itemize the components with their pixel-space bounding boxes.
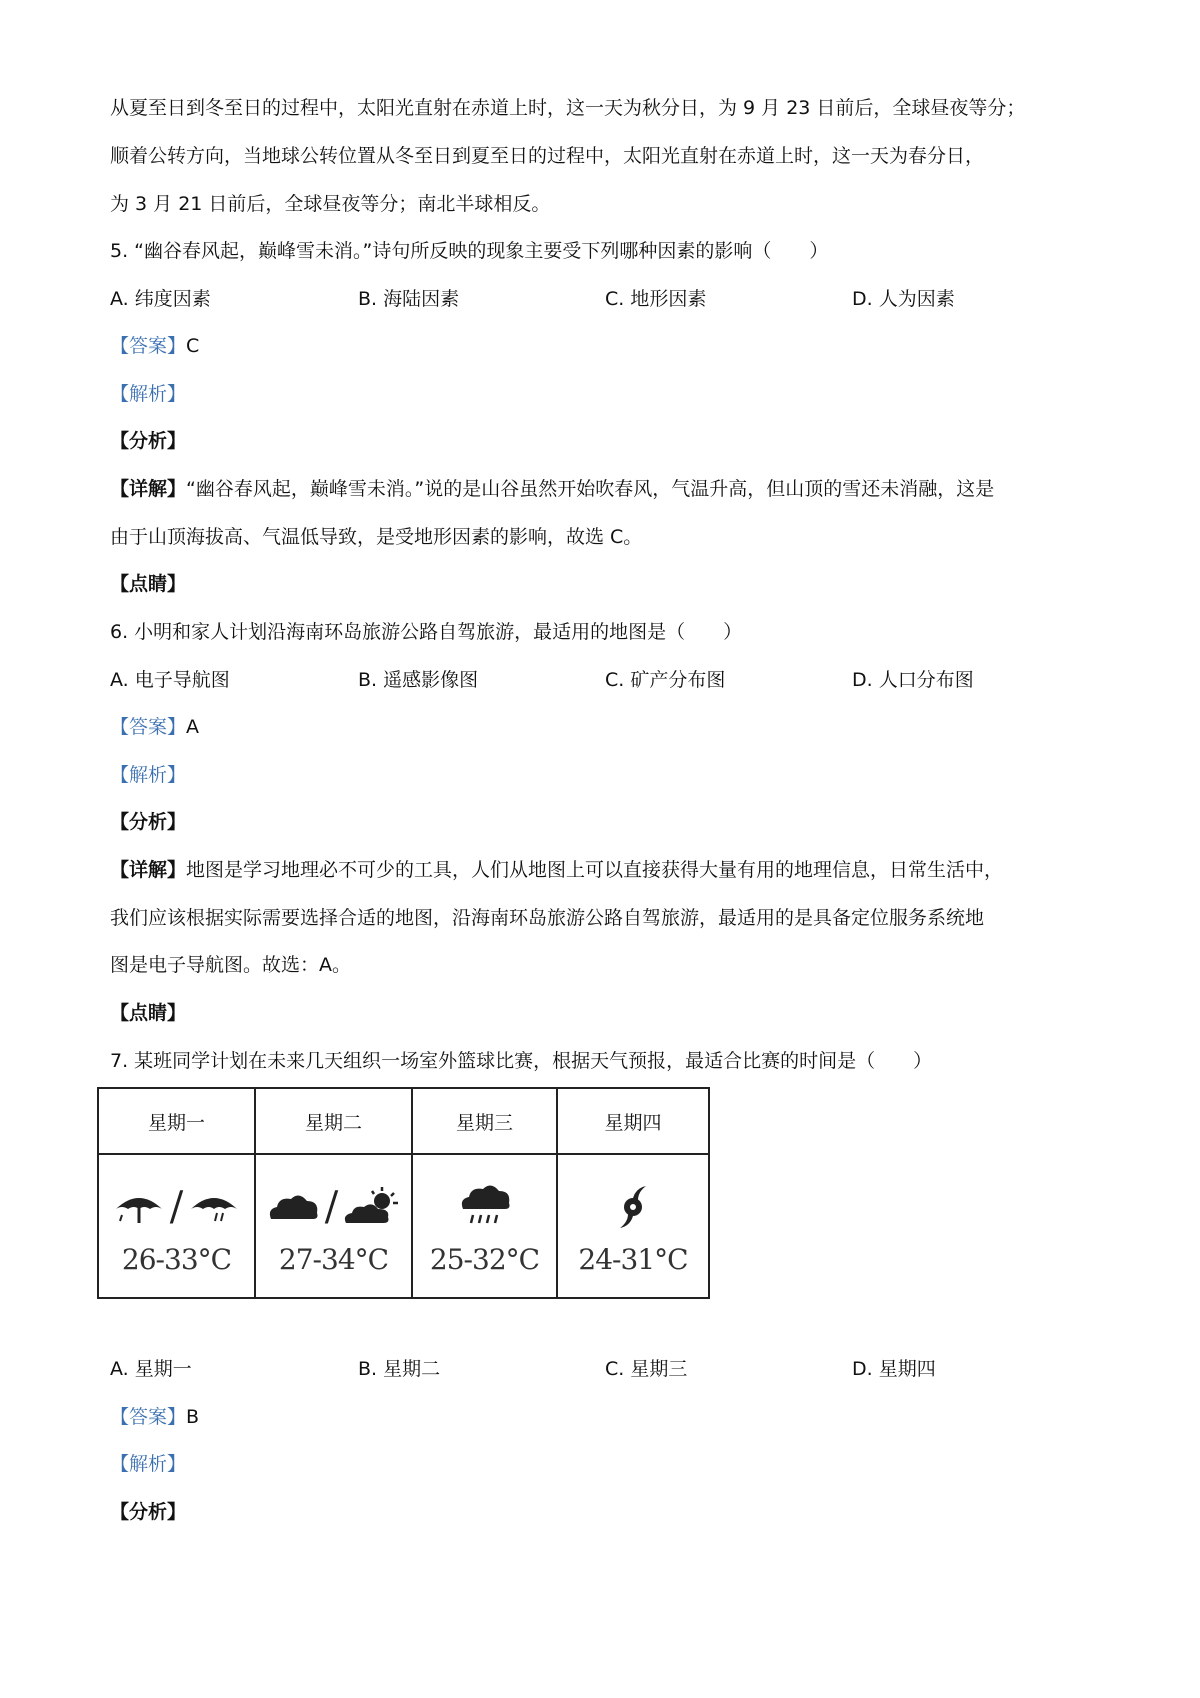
q7-option-c: C. 星期三 — [605, 1358, 688, 1380]
q6-option-b: B. 遥感影像图 — [358, 669, 479, 691]
xiangjie-text: 地图是学习地理必不可少的工具，人们从地图上可以直接获得大量有用的地理信息，日常生活中， — [186, 859, 1004, 881]
q7-option-d: D. 星期四 — [852, 1358, 936, 1380]
q5-xiangjie — [110, 475, 994, 503]
question-7-stem: 7. 某班同学计划在未来几天组织一场室外篮球比赛，根据天气预报，最适合比赛的时间是（ ） — [110, 1050, 933, 1072]
q5-jiexi-label: 【解析】 — [110, 383, 187, 405]
answer-label: 【答案】 — [110, 1406, 187, 1428]
q5-option-d: D. 人为因素 — [852, 288, 955, 310]
partly-sunny-icon — [342, 1185, 402, 1229]
typhoon-icon — [616, 1184, 650, 1230]
q6-xiangjie-line3: 图是电子导航图。故选：A。 — [110, 954, 351, 976]
day-header: 星期四 — [557, 1088, 709, 1154]
q5-option-c: C. 地形因素 — [605, 288, 707, 310]
paragraph-line: 为 3 月 21 日前后，全球昼夜等分；南北半球相反。 — [110, 193, 551, 215]
answer-value: C — [186, 335, 200, 357]
q5-option-a: A. 纬度因素 — [110, 288, 211, 310]
day-header: 星期三 — [412, 1088, 557, 1154]
forecast-cell — [412, 1154, 557, 1298]
temperature-range: 26-33°C — [121, 1242, 232, 1276]
temperature-range: 25-32°C — [429, 1242, 540, 1276]
q7-jiexi-label: 【解析】 — [110, 1453, 187, 1475]
answer-label: 【答案】 — [110, 335, 187, 357]
slash-separator: / — [169, 1183, 184, 1230]
q5-answer — [110, 332, 199, 360]
day-header: 星期二 — [255, 1088, 412, 1154]
q6-xiangjie-line2: 我们应该根据实际需要选择合适的地图，沿海南环岛旅游公路自驾旅游，最适用的是具备定位服务系统地 — [110, 907, 985, 929]
forecast-cell — [255, 1154, 412, 1298]
question-5-stem: 5. “幽谷春风起，巅峰雪未消。”诗句所反映的现象主要受下列哪种因素的影响（ ） — [110, 240, 829, 262]
forecast-cell — [98, 1154, 255, 1298]
q7-fenxi-label: 【分析】 — [110, 1501, 187, 1523]
q5-option-b: B. 海陆因素 — [358, 288, 460, 310]
paragraph-line: 从夏至日到冬至日的过程中，太阳光直射在赤道上时，这一天为秋分日，为 9 月 23 日前后，全球昼夜等分； — [110, 97, 1026, 119]
q7-option-a: A. 星期一 — [110, 1358, 192, 1380]
q5-dianjing-label: 【点睛】 — [110, 573, 187, 595]
q6-answer — [110, 713, 199, 741]
answer-value: B — [186, 1406, 200, 1428]
answer-value: A — [186, 716, 200, 738]
forecast-cell — [557, 1154, 709, 1298]
q6-fenxi-label: 【分析】 — [110, 811, 187, 833]
temperature-range: 24-31°C — [578, 1242, 688, 1276]
q5-xiangjie-line2: 由于山顶海拔高、气温低导致，是受地形因素的影响，故选 C。 — [110, 526, 643, 548]
q6-option-c: C. 矿产分布图 — [605, 669, 726, 691]
q5-fenxi-label: 【分析】 — [110, 430, 187, 452]
temperature-range: 27-34°C — [278, 1242, 389, 1276]
q6-xiangjie — [110, 856, 1003, 884]
q6-option-d: D. 人口分布图 — [852, 669, 974, 691]
xiangjie-label: 【详解】 — [110, 859, 187, 881]
slash-separator: / — [324, 1183, 339, 1230]
paragraph-line: 顺着公转方向，当地球公转位置从冬至日到夏至日的过程中，太阳光直射在赤道上时，这一天为春分日， — [110, 145, 985, 167]
q7-answer — [110, 1403, 199, 1431]
thunder-shower-icon — [187, 1187, 241, 1227]
question-6-stem: 6. 小明和家人计划沿海南环岛旅游公路自驾旅游，最适用的地图是（ ） — [110, 621, 743, 643]
rain-umbrella-icon — [112, 1187, 166, 1227]
q6-dianjing-label: 【点睛】 — [110, 1002, 187, 1024]
heavy-rain-icon — [457, 1183, 513, 1231]
xiangjie-text: “幽谷春风起，巅峰雪未消。”说的是山谷虽然开始吹春风，气温升高，但山顶的雪还未消融，这是 — [186, 478, 995, 500]
q7-option-b: B. 星期二 — [358, 1358, 441, 1380]
q6-option-a: A. 电子导航图 — [110, 669, 230, 691]
answer-label: 【答案】 — [110, 716, 187, 738]
cloudy-icon — [265, 1187, 321, 1227]
weather-forecast-table — [97, 1087, 710, 1299]
q6-jiexi-label: 【解析】 — [110, 764, 187, 786]
xiangjie-label: 【详解】 — [110, 478, 187, 500]
day-header: 星期一 — [98, 1088, 255, 1154]
